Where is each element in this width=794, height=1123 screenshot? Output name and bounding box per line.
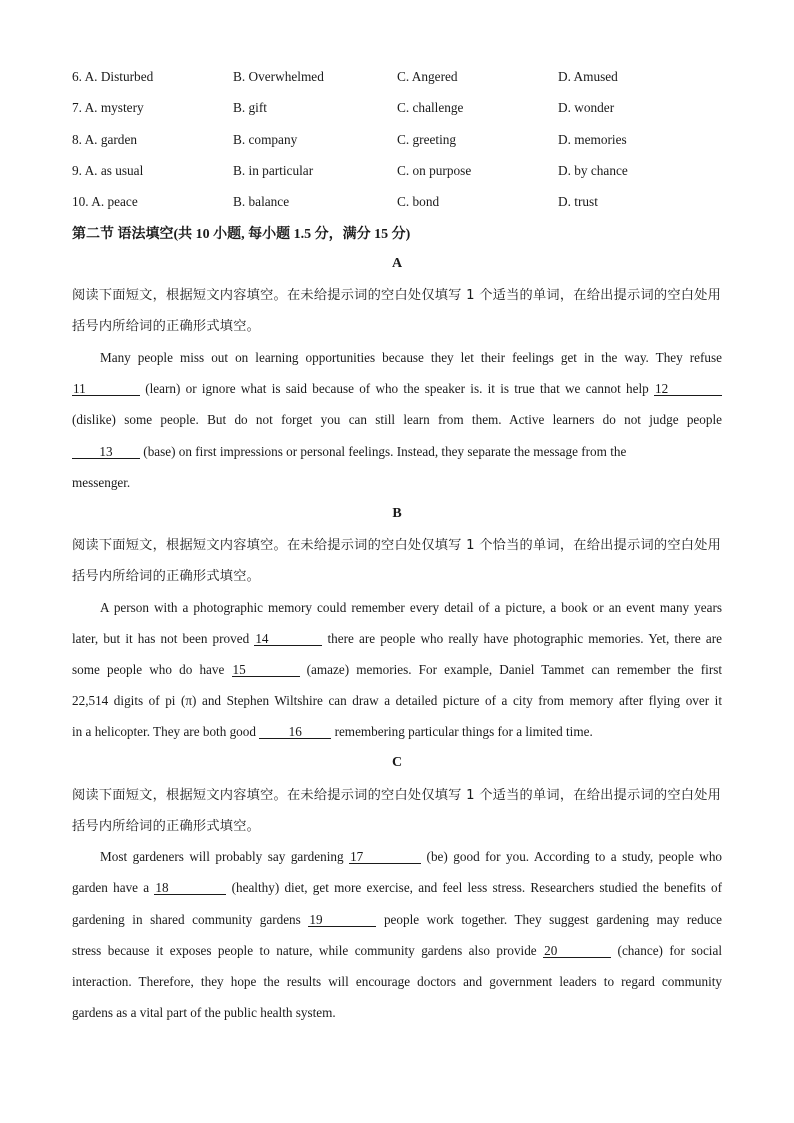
blank-20[interactable]: 20	[543, 944, 611, 958]
option-c: C. on purpose	[397, 163, 472, 178]
option-b: B. gift	[233, 100, 267, 115]
option-c: C. challenge	[397, 100, 464, 115]
part-a-label: A	[391, 256, 403, 271]
blank-13[interactable]: 13	[72, 445, 140, 459]
section-heading: 第二节 语法填空(共 10 小题, 每小题 1.5 分，满分 15 分)	[72, 227, 411, 242]
blank-11[interactable]: 11	[72, 382, 140, 396]
part-b-instruction: 阅读下面短文，根据短文内容填空。在未给提示词的空白处仅填写 1 个恰当的单词，在给出提示词的空白处用括号内所给词的正确形式填空。	[72, 538, 722, 584]
option-c: C. bond	[397, 194, 440, 209]
option-a: 7. A. mystery	[72, 100, 144, 115]
part-a-instruction: 阅读下面短文，根据短文内容填空。在未给提示词的空白处仅填写 1 个适当的单词，在给出提示词的空白处用括号内所给词的正确形式填空。	[72, 288, 722, 334]
option-d: D. wonder	[558, 100, 615, 115]
blank-12[interactable]: 12	[654, 382, 722, 396]
passage-c-line-1: Most gardeners will probably say gardening 17 (be) good for you. According to a study, people who	[100, 849, 723, 864]
option-d: D. trust	[558, 194, 598, 209]
option-b: B. in particular	[233, 163, 314, 178]
option-row-6	[0, 69, 794, 89]
passage-a-line-3: (dislike) some people. But do not forget you can still learn from them. Active learners do not judge people	[72, 412, 722, 427]
passage-b-line-2: later, but it has not been proved 14 there are people who really have photographic memories. Yet, there are	[72, 631, 722, 646]
passage-a-line-1: Many people miss out on learning opportunities because they let their feelings get in the way. They refuse	[100, 350, 722, 365]
passage-c-line-2: garden have a 18 (healthy) diet, get more exercise, and feel less stress. Researchers studied the benefits of	[72, 880, 722, 895]
part-c-label: C	[391, 755, 403, 770]
blank-15[interactable]: 15	[232, 663, 300, 677]
option-a: 8. A. garden	[72, 132, 137, 147]
blank-18[interactable]: 18	[154, 881, 226, 895]
blank-14[interactable]: 14	[254, 632, 322, 646]
option-b: B. Overwhelmed	[233, 69, 324, 84]
option-d: D. memories	[558, 132, 627, 147]
passage-a-line-5: messenger.	[72, 475, 131, 490]
passage-a-line-2: 11 (learn) or ignore what is said because of who the speaker is. it is true that we cannot help 12	[72, 381, 722, 397]
option-d: D. by chance	[558, 163, 628, 178]
passage-c-line-3: gardening in shared community gardens 19 people work together. They suggest gardening may reduce	[72, 912, 722, 927]
passage-a-line-4: 13 (base) on first impressions or personal feelings. Instead, they separate the message from the	[72, 444, 722, 460]
option-b: B. balance	[233, 194, 290, 209]
passage-b-line-3: some people who do have 15 (amaze) memories. For example, Daniel Tammet can remember the first	[72, 662, 723, 677]
option-c: C. greeting	[397, 132, 457, 147]
passage-c-line-4: stress because it exposes people to nature, while community gardens also provide 20 (chance) for social	[72, 943, 722, 958]
passage-b-line-5: in a helicopter. They are both good 16 remembering particular things for a limited time.	[72, 724, 593, 739]
option-row-8	[0, 132, 794, 152]
option-row-10	[0, 194, 794, 214]
passage-b-line-4: 22,514 digits of pi (π) and Stephen Wiltshire can draw a detailed picture of a city from memory after flying over it	[72, 693, 722, 708]
blank-16[interactable]: 16	[259, 725, 331, 739]
blank-19[interactable]: 19	[308, 913, 376, 927]
option-row-9	[0, 163, 794, 183]
passage-b-line-1: A person with a photographic memory could remember every detail of a picture, a book or an event many years	[100, 600, 722, 615]
passage-c-line-5: interaction. Therefore, they hope the results will encourage doctors and government leaders to regard community	[72, 974, 722, 989]
option-a: 10. A. peace	[72, 194, 138, 209]
part-b-label: B	[392, 506, 402, 521]
option-c: C. Angered	[397, 69, 458, 84]
part-c-instruction: 阅读下面短文，根据短文内容填空。在未给提示词的空白处仅填写 1 个适当的单词，在给出提示词的空白处用括号内所给词的正确形式填空。	[72, 788, 722, 834]
blank-17[interactable]: 17	[349, 850, 421, 864]
option-d: D. Amused	[558, 69, 618, 84]
passage-c-line-6: gardens as a vital part of the public health system.	[72, 1005, 336, 1020]
option-a: 6. A. Disturbed	[72, 69, 154, 84]
option-a: 9. A. as usual	[72, 163, 144, 178]
option-b: B. company	[233, 132, 298, 147]
option-row-7	[0, 100, 794, 120]
